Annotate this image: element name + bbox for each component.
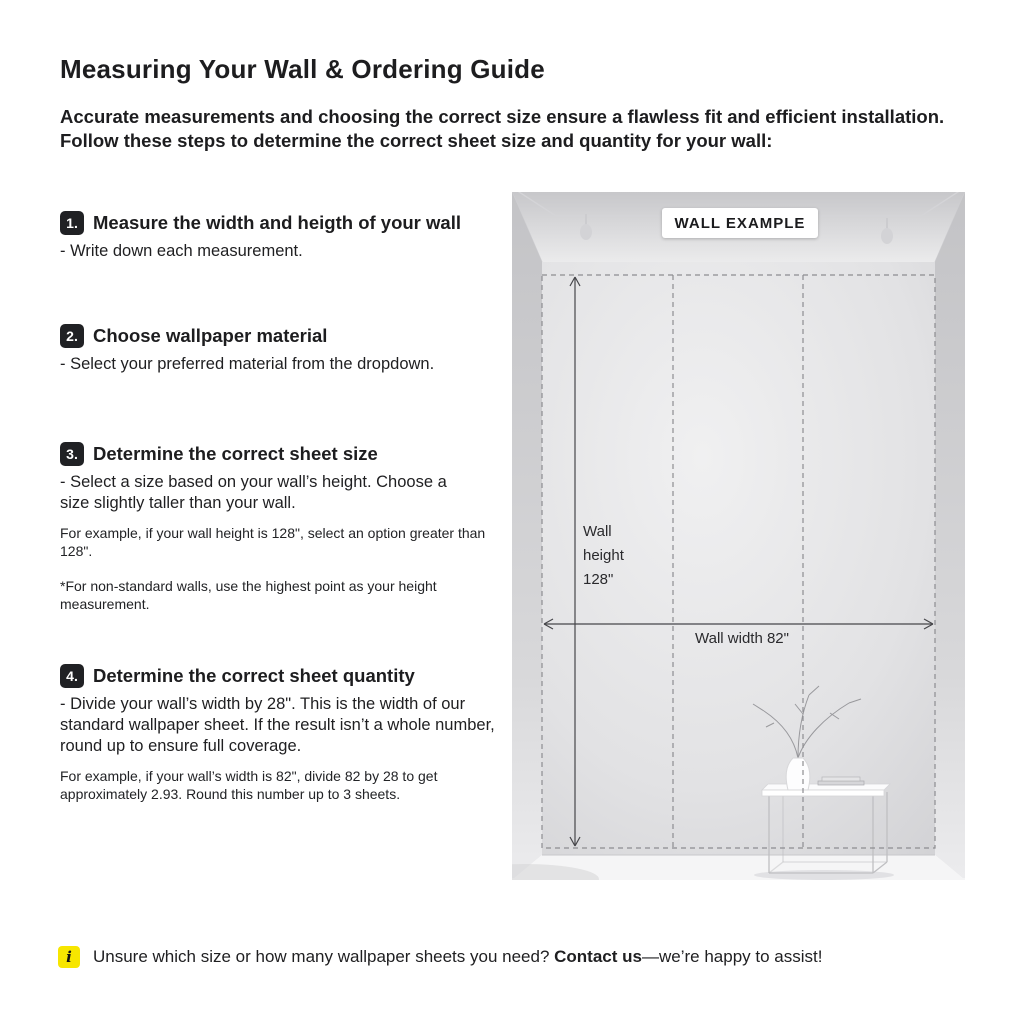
step-title: Determine the correct sheet quantity (93, 665, 415, 686)
step-2-header (60, 324, 512, 348)
step-title: Choose wallpaper material (93, 325, 328, 346)
footer-note (58, 945, 822, 969)
footer-text-after: —we’re happy to assist! (641, 947, 823, 966)
footer-text-before: Unsure which size or how many wallpaper sheets you need? (93, 947, 555, 966)
step-number-badge: 4. (60, 664, 84, 688)
step-1 (60, 211, 512, 262)
room-photo (512, 192, 965, 880)
back-wall (512, 192, 965, 855)
step-description: - Write down each measurement. (60, 242, 303, 260)
step-2 (60, 324, 512, 375)
step-title: Measure the width and heigth of your wall (93, 212, 461, 233)
step-number-badge: 3. (60, 442, 84, 466)
info-icon: i (58, 946, 80, 968)
books (818, 777, 864, 785)
step-3 (60, 442, 512, 613)
intro-line-2: Follow these steps to determine the correct sheet size and quantity for your wall: (60, 130, 773, 151)
tabletop-edge (762, 790, 884, 796)
step-3-header (60, 442, 512, 466)
wall-example-badge: WALL EXAMPLE (662, 208, 818, 238)
step-note: For example, if your wall height is 128", select an option greater than 128". (60, 525, 486, 559)
step-description: - Select your preferred material from the dropdown. (60, 355, 435, 373)
step-number-badge: 1. (60, 211, 84, 235)
footer-text (93, 945, 822, 969)
right-side-wall (935, 192, 965, 880)
left-side-wall (512, 192, 542, 880)
step-4 (60, 664, 512, 803)
wall-width-label: Wall width 82" (695, 630, 789, 647)
step-note: *For non-standard walls, use the highest point as your height measurement. (60, 578, 437, 612)
wall-height-label: Wall height 128" (583, 523, 624, 588)
step-note: For example, if your wall’s width is 82", divide 82 by 28 to get approximately 2.93. Round this number up to 3 sheets. (60, 768, 438, 802)
step-number-badge: 2. (60, 324, 84, 348)
vase (786, 758, 810, 790)
intro-line-1: Accurate measurements and choosing the correct size ensure a flawless fit and efficient installation. (60, 106, 945, 127)
step-4-header (60, 664, 512, 688)
intro-paragraph (60, 105, 944, 153)
contact-us-link[interactable]: Contact us (554, 947, 642, 966)
step-1-header (60, 211, 512, 235)
step-title: Determine the correct sheet size (93, 443, 378, 464)
step-description: - Select a size based on your wall’s height. Choose a size slightly taller than your wall. (60, 473, 447, 512)
page-title: Measuring Your Wall & Ordering Guide (60, 54, 545, 84)
room-illustration (512, 192, 965, 880)
step-description: - Divide your wall’s width by 28". This is the width of our standard wallpaper sheet. If the result isn’t a whole number, round up to ensure full coverage. (60, 695, 495, 755)
